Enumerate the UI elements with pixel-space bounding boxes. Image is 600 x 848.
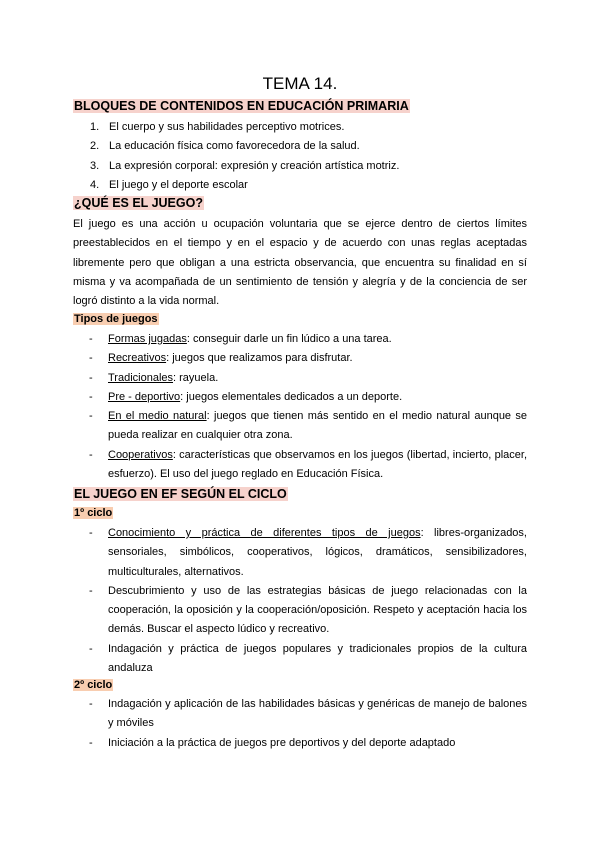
dash-bullet: - — [89, 390, 93, 403]
definition-paragraph: El juego es una acción u ocupación voluntaria que se ejerce dentro de ciertos límites preestablecidos en el tiempo y en el espacio y de acuerdo con unas reglas aceptadas libremente pero que obligan a una estricta observancia, que encuentra su finalidad en sí misma y va acompañada de un sentimiento de tensión y alegría y de la conciencia de ser logró distinto a la vida normal. — [73, 218, 527, 308]
term-description: : conseguir darle un fin lúdico a una tarea. — [186, 333, 392, 345]
term-description: : rayuela. — [173, 371, 219, 384]
list-item — [89, 524, 527, 582]
list-item — [89, 349, 527, 368]
term: Formas jugadas — [108, 333, 187, 345]
list-item — [89, 407, 527, 446]
list-item — [89, 734, 527, 753]
term: Tradicionales — [108, 371, 174, 384]
list-item — [89, 369, 527, 388]
list-number: 2. — [90, 140, 100, 153]
ciclo-2-list — [89, 695, 527, 753]
list-text: El juego y el deporte escolar — [109, 178, 248, 191]
heading-tipos — [73, 313, 159, 325]
list-item — [90, 176, 399, 195]
item-text: Descubrimiento y uso de las estrategias básicas de juego relacionadas con la cooperación, la oposición y la cooperación/oposición. Respeto y aceptación hacia los demás. Buscar el aspecto lúdico y recreativo. — [108, 584, 527, 636]
list-text: La educación física como favorecedora de la salud. — [109, 140, 360, 153]
heading-bloques — [73, 99, 410, 113]
list-text: La expresión corporal: expresión y creación artística motriz. — [109, 159, 400, 172]
list-item — [89, 330, 527, 349]
dash-bullet: - — [89, 642, 93, 655]
dash-bullet: - — [89, 736, 93, 749]
heading-que-es-text: ¿QUÉ ES EL JUEGO? — [74, 196, 203, 210]
term-description: : juegos elementales dedicados a un deporte. — [180, 390, 403, 403]
item-text: Indagación y práctica de juegos populares y tradicionales propios de la cultura andaluza — [108, 642, 527, 675]
dash-bullet: - — [89, 527, 93, 539]
list-item — [90, 137, 399, 156]
item-text: Indagación y aplicación de las habilidades básicas y genéricas de manejo de balones y móviles — [108, 698, 527, 730]
heading-ciclo-1 — [73, 507, 113, 519]
bloques-list — [90, 118, 399, 195]
list-item — [90, 157, 399, 176]
list-item — [89, 446, 527, 485]
term: Recreativos — [108, 352, 167, 365]
list-number: 4. — [90, 178, 100, 191]
term: Cooperativos — [108, 448, 173, 461]
dash-bullet: - — [89, 448, 93, 461]
page-title: TEMA 14. — [262, 74, 338, 93]
list-number: 1. — [90, 121, 100, 133]
dash-bullet: - — [89, 371, 93, 384]
dash-bullet: - — [89, 410, 93, 423]
dash-bullet: - — [89, 352, 93, 365]
term-description: : juegos que tienen más sentido en el medio natural aunque se pueda realizar en cualquier otra zona. — [108, 410, 527, 442]
dash-bullet: - — [89, 698, 93, 710]
heading-ciclo-2-text: 2º ciclo — [74, 679, 113, 691]
term-description: : juegos que realizamos para disfrutar. — [166, 352, 353, 365]
heading-bloques-text: BLOQUES DE CONTENIDOS EN EDUCACIÓN PRIMARIA — [74, 99, 409, 113]
list-number: 3. — [90, 159, 100, 172]
item-text: Iniciación a la práctica de juegos pre deportivos y del deporte adaptado — [108, 736, 456, 749]
dash-bullet: - — [89, 333, 93, 345]
list-item — [89, 388, 527, 407]
heading-que-es — [73, 196, 204, 210]
tipos-list — [89, 330, 527, 484]
term: Conocimiento y práctica de diferentes tipos de juegos — [108, 527, 421, 539]
list-item — [89, 695, 527, 734]
list-item — [89, 640, 527, 679]
heading-ciclo — [73, 487, 288, 501]
term: En el medio natural — [108, 410, 207, 423]
heading-ciclo-2 — [73, 679, 113, 691]
term-description: : características que observamos en los juegos (libertad, incierto, placer, esfuerzo). El uso del juego reglado en Educación Física. — [108, 448, 527, 481]
heading-ciclo-1-text: 1º ciclo — [74, 507, 113, 519]
term-description: : libres-organizados, sensoriales, simbólicos, cooperativos, lógicos, dramáticos, sensibilizadores, multiculturales, alternativos. — [108, 527, 527, 578]
list-item — [90, 118, 399, 137]
dash-bullet: - — [89, 584, 93, 597]
heading-ciclo-text: EL JUEGO EN EF SEGÚN EL CICLO — [74, 487, 287, 501]
term: Pre - deportivo — [108, 390, 181, 403]
list-text: El cuerpo y sus habilidades perceptivo motrices. — [109, 121, 345, 133]
heading-tipos-text: Tipos de juegos — [74, 313, 158, 325]
list-item — [89, 582, 527, 640]
ciclo-1-list — [89, 524, 527, 678]
